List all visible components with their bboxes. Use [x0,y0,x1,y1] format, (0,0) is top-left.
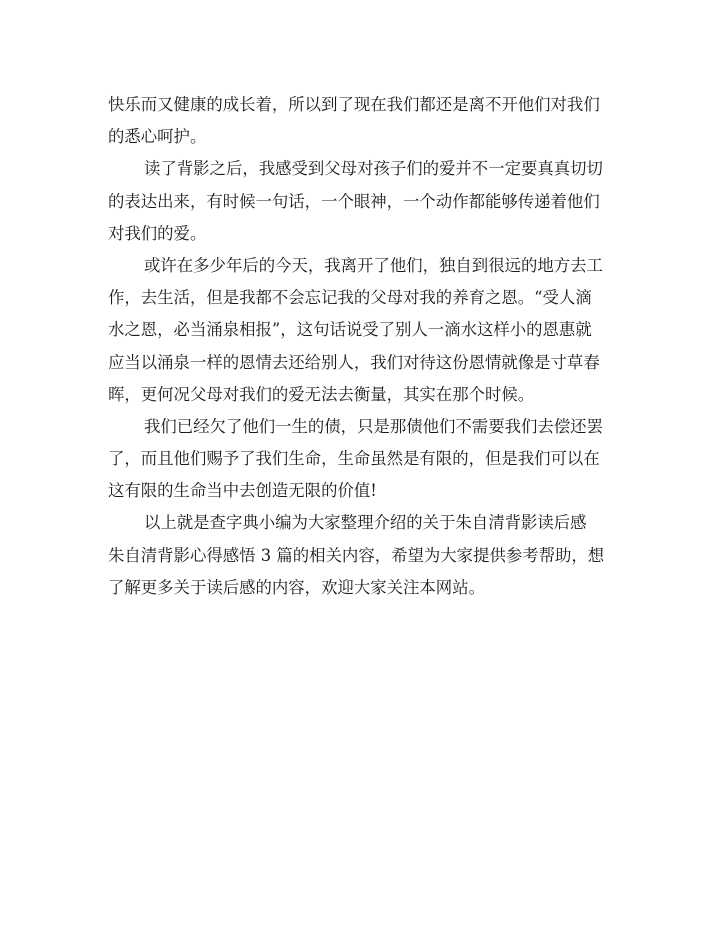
text-line: 以上就是查字典小编为大家整理介绍的关于朱自清背影读后感 [144,513,587,533]
text-line: 了，而且他们赐予了我们生命，生命虽然是有限的，但是我们可以在 [108,449,600,469]
paragraph-2 [108,153,612,250]
paragraph-5 [108,507,612,604]
text-line: 朱自清背影心得感悟 3 篇的相关内容，希望为大家提供参考帮助，想 [108,545,605,565]
text-line: 或许在多少年后的今天，我离开了他们，独自到很远的地方去工 [144,255,603,275]
text-line: 水之恩，必当涌泉相报”，这句话说受了别人一滴水这样小的恩惠就 [108,320,592,340]
text-line: 了解更多关于读后感的内容，欢迎大家关注本网站。 [108,577,485,597]
text-line: 快乐而又健康的成长着，所以到了现在我们都还是离不开他们对我们 [108,95,600,114]
paragraph-1 [108,89,612,153]
text-line: 这有限的生命当中去创造无限的价值! [108,481,377,501]
text-line: 作，去生活，但是我都不会忘记我的父母对我的养育之恩。“受人滴 [108,288,592,308]
paragraph-3 [108,250,612,411]
text-line: 应当以涌泉一样的恩情去还给别人，我们对待这份恩情就像是寸草春 [108,352,600,372]
text-line: 读了背影之后，我感受到父母对孩子们的爱并不一定要真真切切 [144,159,603,179]
text-line: 晖，更何况父母对我们的爱无法去衡量，其实在那个时候。 [108,384,535,404]
text-line: 的悉心呵护。 [108,127,207,147]
paragraph-4 [108,411,612,508]
text-line: 的表达出来，有时候一句话，一个眼神，一个动作都能够传递着他们 [108,191,600,211]
text-line: 我们已经欠了他们一生的债，只是那债他们不需要我们去偿还罢 [144,416,603,436]
text-line: 对我们的爱。 [108,223,207,243]
document-body [108,89,612,604]
